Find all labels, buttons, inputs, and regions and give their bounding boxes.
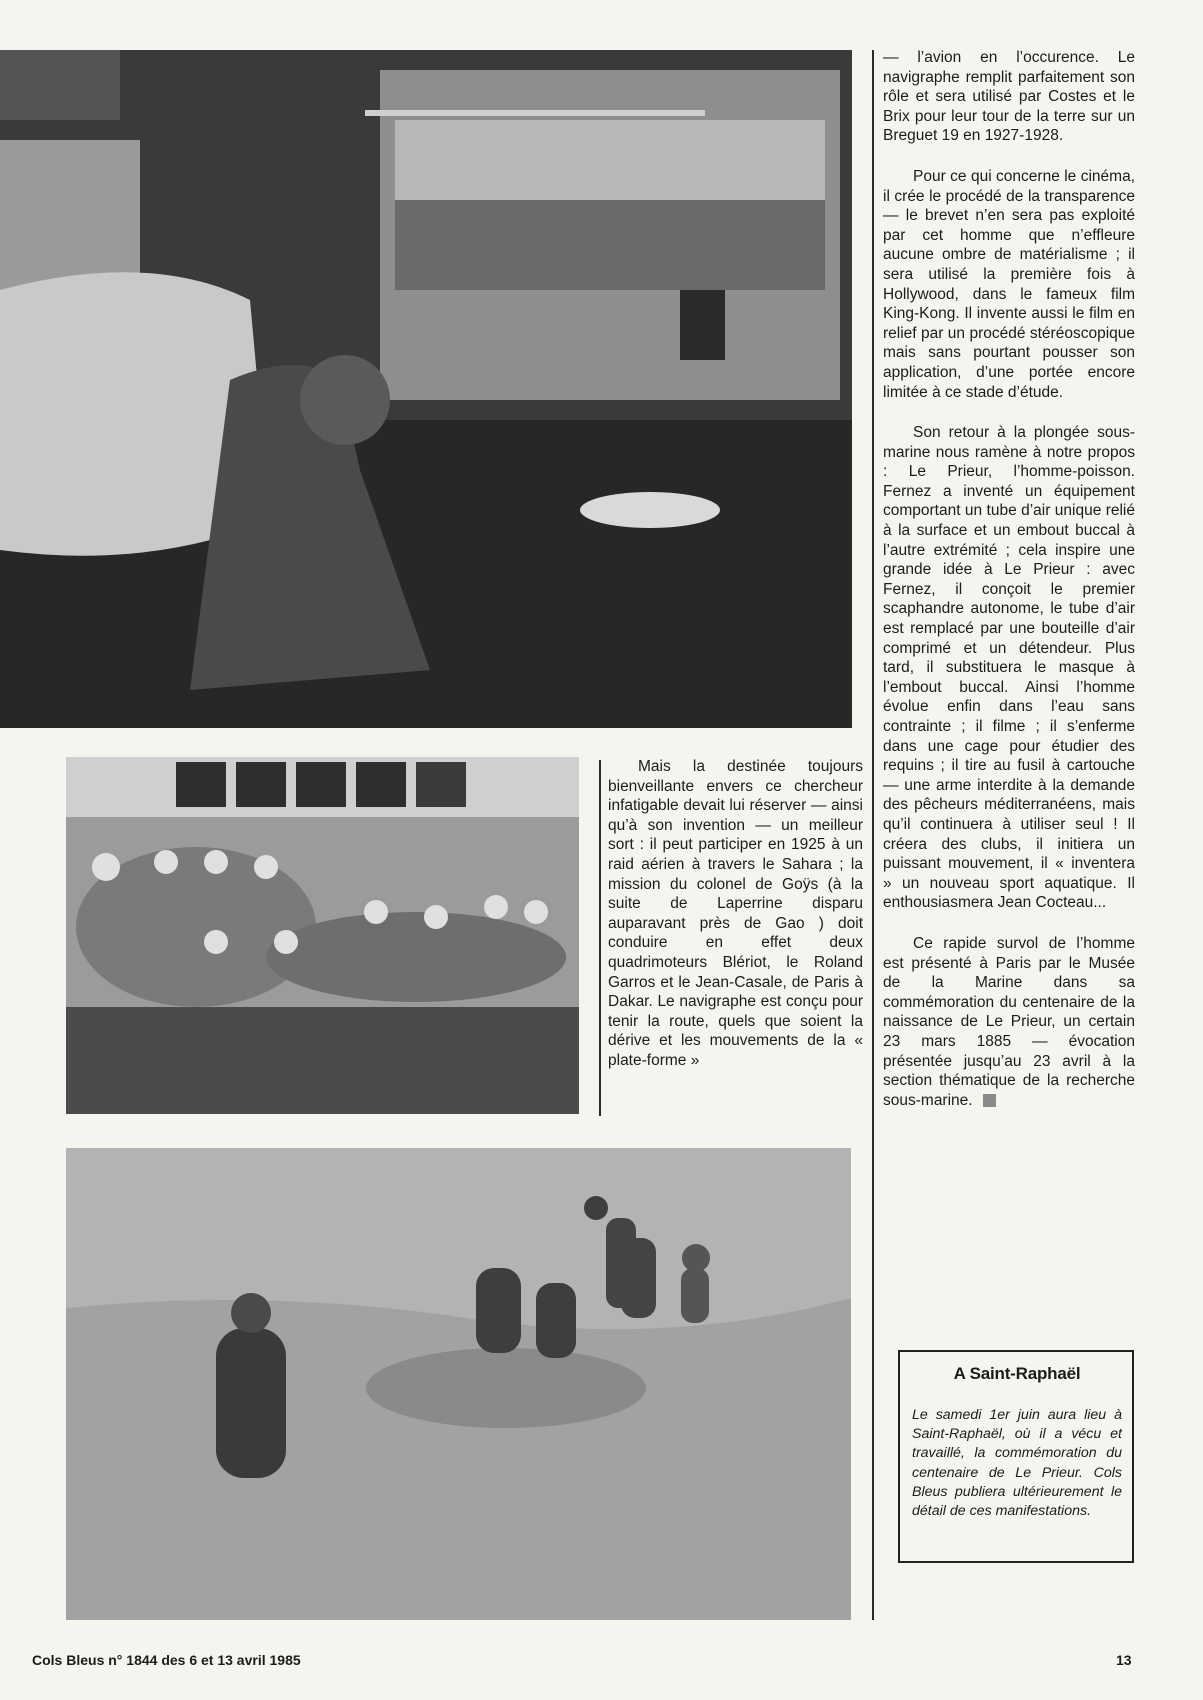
train-scene-illustration — [0, 50, 852, 728]
article-paragraph: Pour ce qui concerne le cinéma, il crée le procédé de la transparence — le brevet n’en sera pas exploité par cet homme que n’effleure aucune ombre de matérialisme ; il sera utilisé la première fois à Hollywood, dans le fameux film King-Kong. Il invente aussi le film en relief par un procédé stéréoscopique mais sans pourtant pousser son application, d’une portée encore limitée à ce stade d’étude. — [883, 167, 1135, 401]
right-text-column — [883, 48, 1135, 1110]
photo-train-compartment — [0, 50, 852, 728]
sidebar-box-text: Le samedi 1er juin aura lieu à Saint-Raphaël, où il a vécu et travaillé, la commémoration du centenaire de Le Prieur. Cols Bleus publiera ultérieurement le détail de ces manifestations. — [912, 1407, 1122, 1520]
middle-paragraph: Mais la destinée toujours bienveillante envers ce chercheur infatigable devait lui réserver — ainsi qu’à son invention — un meilleur sort : il peut participer en 1925 à un raid aérien à travers le Sahara ; la mission du colonel de Goÿs (à la suite de Laperrine disparu auparavant près de Gao ) doit conduire en effet deux quadrimoteurs Blériot, le Roland Garros et le Jean-Casale, de Paris à Dakar. Le navigraphe est conçu pour tenir la route, quels que soient la dérive et les mouvements de la « plate-forme » — [608, 758, 863, 1069]
footer-issue-info: Cols Bleus n° 1844 des 6 et 13 avril 1985 — [32, 1652, 301, 1668]
divers-group-illustration — [66, 757, 579, 1114]
middle-text-column — [608, 757, 863, 1071]
photo-divers-in-water — [66, 1148, 851, 1620]
column-rule-middle — [599, 760, 601, 1116]
article-paragraph-final — [883, 934, 1135, 1110]
column-rule-right — [872, 50, 874, 1620]
article-paragraph: Son retour à la plongée sous-marine nous ramène à notre propos : Le Prieur, l’homme-poisson. Fernez a inventé un équipement comportant un tube d’air unique relié à la surface et un embout buccal à l’autre extrémité ; cela inspire une grande idée à Le Prieur : avec Fernez, il conçoit le premier scaphandre autonome, le tube d’air est remplacé par une bouteille d’air comprimé et un détendeur. Plus tard, il substituera le masque à l’embout buccal. Ainsi l’homme évolue enfin dans l’eau sans contrainte ; il filme ; il s’enferme dans une cage pour étudier des requins ; il tire au fusil à cartouche — une arme interdite à la demande des pêcheurs méditerranéens, mais qu’il continuera à utiliser seul ! Il créera des clubs, il initiera un puissant mouvement, il « inventera » un nouveau sport aquatique. Il enthousiasmera Jean Cocteau... — [883, 424, 1135, 912]
article-paragraph-text: Ce rapide survol de l’homme est présenté à Paris par le Musée de la Marine dans sa commémoration du centenaire de la naissance de Le Prieur, un certain 23 mars 1885 — évocation présentée jusqu’au 23 avril à la section thématique de la recherche sous-marine. — [883, 934, 1135, 1109]
sidebar-box — [898, 1350, 1134, 1563]
divers-water-illustration — [66, 1148, 851, 1620]
sidebar-box-title: A Saint-Raphaël — [953, 1364, 1081, 1383]
article-paragraph: — l’avion en l’occurence. Le navigraphe remplit parfaitement son rôle et sera utilisé par Costes et le Brix pour leur tour de la terre sur un Breguet 19 en 1927-1928. — [883, 49, 1135, 145]
page-number: 13 — [1116, 1652, 1132, 1668]
photo-group-of-divers — [66, 757, 579, 1114]
end-of-article-mark — [983, 1094, 996, 1107]
